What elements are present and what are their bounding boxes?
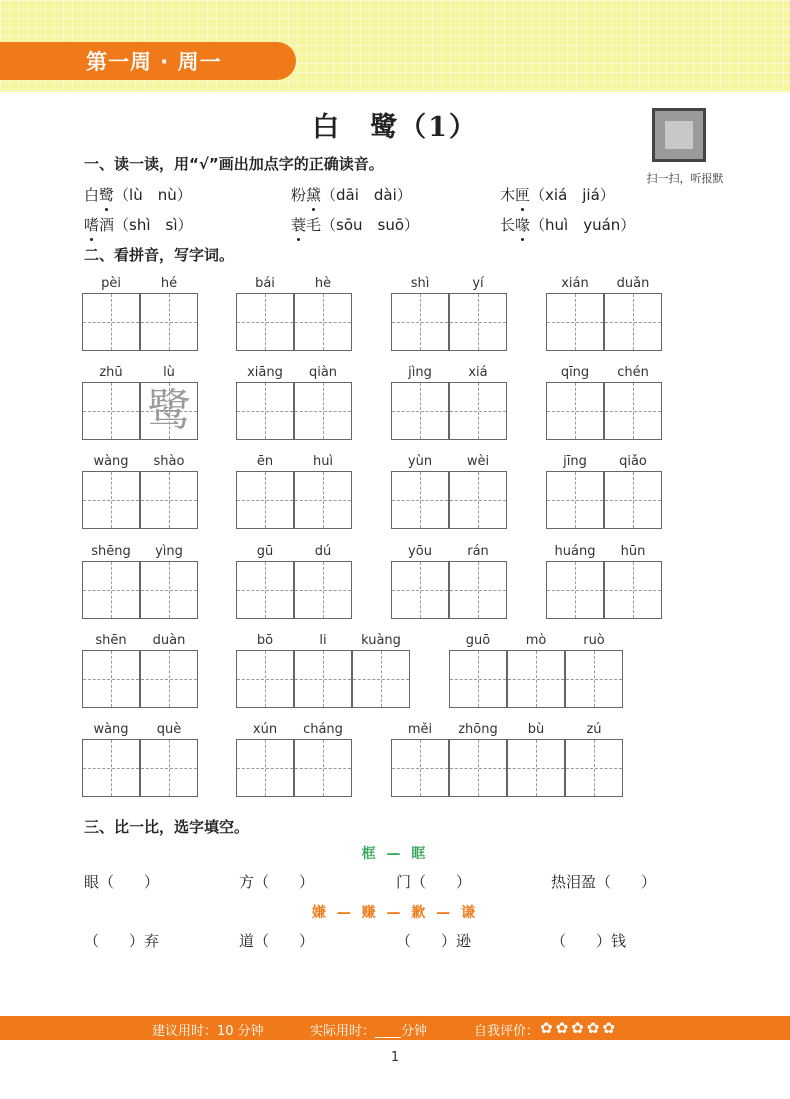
writing-box[interactable] bbox=[565, 739, 623, 797]
writing-box[interactable] bbox=[546, 293, 604, 351]
compare-pair-1: 框 — 眶 bbox=[361, 846, 429, 862]
page-title: 白 鹭（1） bbox=[312, 112, 478, 143]
pinyin-label: ruò bbox=[583, 633, 605, 648]
writing-box[interactable] bbox=[449, 471, 507, 529]
writing-box[interactable] bbox=[604, 293, 662, 351]
writing-box[interactable] bbox=[140, 382, 198, 440]
pinyin-label: měi bbox=[407, 722, 433, 737]
writing-box[interactable] bbox=[82, 382, 140, 440]
dotted-character: 嗜 bbox=[84, 216, 100, 234]
writing-box[interactable] bbox=[565, 650, 623, 708]
writing-box[interactable] bbox=[449, 650, 507, 708]
dotted-character: 黛 bbox=[306, 186, 322, 204]
pinyin-label: zú bbox=[586, 722, 602, 737]
fill-blank[interactable]: 方（ ） bbox=[239, 873, 315, 891]
writing-box[interactable] bbox=[82, 471, 140, 529]
section2-heading: 二、看拼音，写字词。 bbox=[84, 246, 235, 264]
writing-box[interactable] bbox=[82, 561, 140, 619]
pronunciation-item[interactable]: 长喙（huì yuán） bbox=[500, 216, 636, 234]
pinyin-label: mò bbox=[525, 633, 547, 648]
writing-box[interactable] bbox=[236, 650, 294, 708]
flower-star-icon[interactable]: ✿ bbox=[540, 1019, 553, 1037]
writing-box[interactable] bbox=[391, 382, 449, 440]
pinyin-label: li bbox=[319, 633, 327, 648]
section1-heading: 一、读一读，用“√”画出加点字的正确读音。 bbox=[84, 155, 384, 173]
pinyin-label: duǎn bbox=[616, 276, 650, 291]
pronunciation-item[interactable]: 嗜酒（shì sì） bbox=[84, 216, 193, 234]
writing-box[interactable] bbox=[391, 471, 449, 529]
sample-character: 鹭 bbox=[147, 385, 191, 436]
pinyin-label: chén bbox=[617, 365, 649, 380]
writing-box[interactable] bbox=[294, 382, 352, 440]
pinyin-label: dú bbox=[314, 544, 332, 559]
writing-box[interactable] bbox=[140, 561, 198, 619]
pinyin-label: cháng bbox=[303, 722, 343, 737]
pinyin-label: bái bbox=[255, 276, 275, 291]
writing-box[interactable] bbox=[449, 561, 507, 619]
pinyin-label: bō bbox=[256, 633, 274, 648]
writing-box[interactable] bbox=[604, 382, 662, 440]
pinyin-label: gū bbox=[256, 544, 274, 559]
pinyin-label: hūn bbox=[620, 544, 646, 559]
writing-box[interactable] bbox=[507, 739, 565, 797]
writing-box[interactable] bbox=[391, 739, 449, 797]
pinyin-label: shēn bbox=[95, 633, 127, 648]
writing-box[interactable] bbox=[82, 739, 140, 797]
pinyin-label: qiǎo bbox=[619, 454, 647, 469]
fill-blank[interactable]: 眼（ ） bbox=[84, 873, 160, 891]
pinyin-label: xiá bbox=[468, 365, 488, 380]
pinyin-label: duàn bbox=[152, 633, 186, 648]
actual-time: 实际用时：____分钟 bbox=[310, 1024, 428, 1039]
reading-options[interactable]: （huì yuán） bbox=[530, 216, 636, 234]
pinyin-label: xián bbox=[561, 276, 589, 291]
writing-box[interactable] bbox=[294, 650, 352, 708]
writing-box[interactable] bbox=[140, 650, 198, 708]
pinyin-label: yìng bbox=[155, 544, 183, 559]
flower-star-icon[interactable]: ✿ bbox=[571, 1019, 584, 1037]
flower-star-icon[interactable]: ✿ bbox=[602, 1019, 615, 1037]
pinyin-label: wàng bbox=[93, 454, 129, 469]
writing-box[interactable] bbox=[236, 739, 294, 797]
writing-box[interactable] bbox=[546, 561, 604, 619]
pinyin-label: zhōng bbox=[458, 722, 498, 737]
writing-box[interactable] bbox=[604, 471, 662, 529]
page-number: 1 bbox=[390, 1050, 400, 1065]
writing-box[interactable] bbox=[449, 293, 507, 351]
writing-box[interactable] bbox=[236, 471, 294, 529]
footer-bar bbox=[0, 1016, 790, 1040]
pinyin-label: kuàng bbox=[361, 633, 401, 648]
qr-caption: 扫一扫，听报默 bbox=[646, 172, 724, 185]
dotted-character: 蓑 bbox=[291, 216, 307, 234]
writing-box[interactable] bbox=[294, 739, 352, 797]
pinyin-label: pèi bbox=[101, 276, 121, 291]
pinyin-label: wèi bbox=[466, 454, 490, 469]
writing-box[interactable] bbox=[236, 561, 294, 619]
reading-options[interactable]: （dāi dài） bbox=[321, 186, 412, 204]
pinyin-label: zhū bbox=[99, 365, 123, 380]
section3-heading: 三、比一比，选字填空。 bbox=[84, 818, 250, 836]
writing-box[interactable] bbox=[236, 382, 294, 440]
pinyin-label: yōu bbox=[408, 544, 432, 559]
pinyin-label: lù bbox=[163, 365, 175, 380]
fill-blank[interactable]: （ ）弃 bbox=[84, 932, 160, 950]
fill-blank[interactable]: 门（ ） bbox=[396, 873, 472, 891]
pinyin-label: rán bbox=[467, 544, 489, 559]
pinyin-label: huáng bbox=[554, 544, 596, 559]
dotted-character: 鹭 bbox=[99, 186, 115, 204]
rating-stars[interactable] bbox=[540, 1020, 615, 1036]
pinyin-label: hè bbox=[314, 276, 332, 291]
pinyin-label: wàng bbox=[93, 722, 129, 737]
writing-box[interactable] bbox=[294, 561, 352, 619]
pinyin-label: huì bbox=[312, 454, 334, 469]
pinyin-label: qiàn bbox=[308, 365, 338, 380]
pinyin-label: shēng bbox=[91, 544, 131, 559]
fill-blank[interactable]: （ ）逊 bbox=[396, 932, 472, 950]
fill-blank[interactable]: （ ）钱 bbox=[551, 932, 627, 950]
pinyin-label: hé bbox=[160, 276, 178, 291]
pronunciation-item[interactable]: 粉黛（dāi dài） bbox=[291, 186, 412, 204]
fill-blank[interactable]: 道（ ） bbox=[239, 932, 315, 950]
reading-options[interactable]: （xiá jiá） bbox=[530, 186, 615, 204]
writing-box[interactable] bbox=[546, 382, 604, 440]
suggested-time: 建议用时：10 分钟 bbox=[152, 1024, 264, 1039]
writing-box[interactable] bbox=[449, 739, 507, 797]
pinyin-label: bù bbox=[527, 722, 545, 737]
writing-box[interactable] bbox=[604, 561, 662, 619]
self-eval-label: 自我评价： bbox=[474, 1024, 540, 1039]
writing-box[interactable] bbox=[140, 739, 198, 797]
reading-options[interactable]: （sōu suō） bbox=[321, 216, 420, 234]
pinyin-label: jìng bbox=[408, 365, 432, 380]
writing-box[interactable] bbox=[140, 471, 198, 529]
writing-box[interactable] bbox=[294, 293, 352, 351]
writing-box[interactable] bbox=[507, 650, 565, 708]
pronunciation-item[interactable]: 木匣（xiá jiá） bbox=[500, 186, 615, 204]
pinyin-label: yùn bbox=[407, 454, 433, 469]
pinyin-label: shào bbox=[153, 454, 185, 469]
writing-box[interactable] bbox=[391, 561, 449, 619]
reading-options[interactable]: （shì sì） bbox=[114, 216, 193, 234]
writing-box[interactable] bbox=[82, 650, 140, 708]
pinyin-label: xún bbox=[252, 722, 278, 737]
week-label: 第一周 · 周一 bbox=[0, 42, 296, 80]
qr-code-icon[interactable] bbox=[652, 108, 706, 162]
writing-box[interactable] bbox=[391, 293, 449, 351]
writing-box[interactable] bbox=[449, 382, 507, 440]
fill-blank[interactable]: 热泪盈（ ） bbox=[551, 873, 657, 891]
flower-star-icon[interactable]: ✿ bbox=[555, 1019, 569, 1037]
pinyin-label: xiāng bbox=[247, 365, 283, 380]
pinyin-label: ēn bbox=[256, 454, 274, 469]
dotted-character: 匣 bbox=[515, 186, 531, 204]
writing-box[interactable] bbox=[352, 650, 410, 708]
writing-box[interactable] bbox=[294, 471, 352, 529]
reading-options[interactable]: （lù nù） bbox=[114, 186, 192, 204]
pinyin-label: jīng bbox=[563, 454, 587, 469]
pinyin-label: què bbox=[156, 722, 182, 737]
pinyin-label: qīng bbox=[560, 365, 590, 380]
pinyin-label: guō bbox=[465, 633, 491, 648]
dotted-character: 喙 bbox=[515, 216, 531, 234]
writing-box[interactable] bbox=[236, 293, 294, 351]
writing-box[interactable] bbox=[82, 293, 140, 351]
pronunciation-item[interactable]: 白鹭（lù nù） bbox=[84, 186, 192, 204]
pronunciation-item[interactable]: 蓑毛（sōu suō） bbox=[291, 216, 420, 234]
compare-pair-2: 嫌 — 赚 — 歉 — 谦 bbox=[311, 905, 479, 921]
writing-box[interactable] bbox=[140, 293, 198, 351]
pinyin-label: yí bbox=[472, 276, 484, 291]
pinyin-label: shì bbox=[410, 276, 430, 291]
writing-box[interactable] bbox=[546, 471, 604, 529]
flower-star-icon[interactable]: ✿ bbox=[586, 1019, 600, 1037]
